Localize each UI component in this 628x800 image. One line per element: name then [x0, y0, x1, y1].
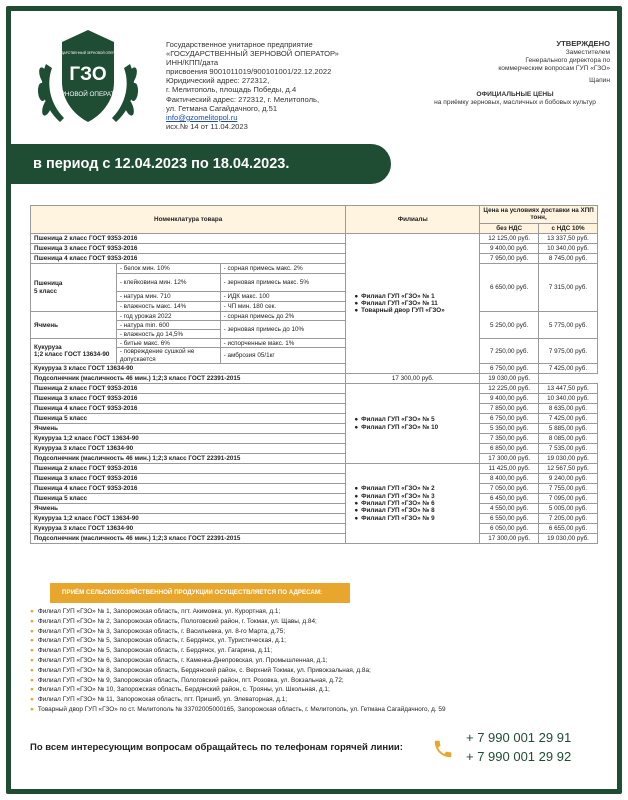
header-no-vat: без НДС	[480, 223, 539, 233]
approval-signer: Щапин	[589, 77, 610, 84]
letterhead	[20, 18, 610, 138]
table-row	[31, 444, 598, 454]
header-vat: с НДС 10%	[539, 223, 598, 233]
price-no-vat: 6 850,00 руб.	[480, 444, 539, 454]
price-vat: 9 240,00 руб.	[539, 474, 598, 484]
price-no-vat: 9 400,00 руб.	[480, 244, 539, 254]
approval-line: коммерческим вопросам ГУП «ГЗО»	[498, 65, 610, 72]
quality-param: - год урожая 2022	[116, 312, 220, 321]
header-filials: Филиалы	[346, 206, 480, 234]
table-row	[31, 374, 598, 384]
header-nomenclature: Номенклатура товара	[31, 206, 346, 234]
price-vat: 5 005,00 руб.	[539, 504, 598, 514]
table-row	[31, 534, 598, 544]
table-row	[31, 339, 598, 348]
table-row	[31, 254, 598, 264]
filial-item: ● Товарный двор ГУП «ГЗО»	[354, 307, 476, 314]
table-row	[31, 414, 598, 424]
price-vat: 13 447,50 руб.	[539, 384, 598, 394]
price-vat: 7 425,00 руб.	[539, 364, 598, 374]
price-vat: 6 655,00 руб.	[539, 524, 598, 534]
price-vat: 7 205,00 руб.	[539, 514, 598, 524]
table-row	[31, 424, 598, 434]
quality-param: - сорная примесь макс. 2%	[220, 264, 346, 274]
filial-item: ● Филиал ГУП «ГЗО» № 6	[354, 500, 476, 507]
product-name: Подсолнечник (масличность 46 мин.) 1;2;3 класс ГОСТ 22391-2015	[31, 454, 346, 464]
quality-param: - испорченные макс. 1%	[220, 339, 346, 348]
table-row	[31, 394, 598, 404]
logo-top-text: ГОСУДАРСТВЕННЫЙ ЗЕРНОВОЙ ОПЕРАТОР	[53, 51, 123, 55]
product-name: Ячмень	[31, 312, 117, 339]
quality-param: - клейковина мин. 12%	[116, 274, 220, 292]
price-vat: 7 425,00 руб.	[539, 414, 598, 424]
product-name: Пшеница 3 класс ГОСТ 9353-2016	[31, 474, 346, 484]
table-row	[31, 524, 598, 534]
price-no-vat: 12 125,00 руб.	[480, 234, 539, 244]
company-line: ИНН/КПП/дата	[166, 58, 219, 68]
price-vat: 8 085,00 руб.	[539, 434, 598, 444]
price-vat: 19 030,00 руб.	[539, 534, 598, 544]
price-table	[30, 205, 598, 544]
price-vat: 19 030,00 руб.	[480, 374, 539, 384]
address-item: ● Филиал ГУП «ГЗО» № 1, Запорожская область, пгт. Акимовка, ул. Курортная, д.1;	[30, 607, 598, 617]
phone-icon	[432, 738, 454, 760]
price-no-vat: 17 300,00 руб.	[480, 454, 539, 464]
price-vat: 8 635,00 руб.	[539, 404, 598, 414]
approval-title: УТВЕРЖДЕНО	[556, 39, 610, 48]
product-name: Пшеница 2 класс ГОСТ 9353-2016	[31, 384, 346, 394]
company-email-link[interactable]: info@gzomelitopol.ru	[166, 112, 238, 122]
company-line: Юридический адрес: 272312,	[166, 76, 270, 86]
company-line: «ГОСУДАРСТВЕННЫЙ ЗЕРНОВОЙ ОПЕРАТОР»	[166, 49, 339, 59]
price-no-vat: 4 550,00 руб.	[480, 504, 539, 514]
quality-param: - натура мин. 710	[116, 292, 220, 302]
logo-main-text: ГЗО	[69, 64, 107, 85]
product-name: Пшеница 3 класс ГОСТ 9353-2016	[31, 244, 346, 254]
table-row	[31, 312, 598, 321]
address-item: ● Филиал ГУП «ГЗО» № 8, Запорожская область, Бердянский район, с. Верхний Токмак, ул. Привокзальная, д.8а;	[30, 666, 598, 676]
table-row	[31, 484, 598, 494]
address-item: ● Товарный двор ГУП «ГЗО» по ст. Мелитополь № 33702005000165, Запорожская область, г. Мелитополь, ул. Гетмана Сагайдачного, д. 59	[30, 705, 598, 715]
product-name: Кукуруза 3 класс ГОСТ 13634-90	[31, 524, 346, 534]
product-name: Кукуруза 1;2 класс ГОСТ 13634-90	[31, 339, 117, 364]
phone-number[interactable]: + 7 990 001 29 91	[466, 730, 572, 745]
product-name: Ячмень	[31, 424, 346, 434]
approval-stamp	[420, 40, 610, 107]
price-vat: 19 030,00 руб.	[539, 454, 598, 464]
logo-bottom-text: ЗЕРНОВОЙ ОПЕРАТОР	[52, 91, 124, 98]
quality-param: - амброзия 05/1кг	[220, 348, 346, 364]
price-vat: 10 340,00 руб.	[539, 394, 598, 404]
address-item: ● Филиал ГУП «ГЗО» № 3, Запорожская область, г. Васильевка, ул. 8-го Марта, д.75;	[30, 627, 598, 637]
price-vat: 7 315,00 руб.	[539, 264, 598, 312]
price-no-vat: 5 250,00 руб.	[480, 312, 539, 339]
table-row	[31, 474, 598, 484]
company-line: г. Мелитополь, площадь Победы, д.4	[166, 85, 297, 95]
address-item: ● Филиал ГУП «ГЗО» № 5, Запорожская область, г. Бердянск, ул. Туристическая, д.1;	[30, 636, 598, 646]
quality-param: - зерновая примесь до 10%	[220, 321, 346, 339]
price-no-vat: 6 750,00 руб.	[480, 364, 539, 374]
quality-param: - сорная примесь до 2%	[220, 312, 346, 321]
official-prices-title: ОФИЦИАЛЬНЫЕ ЦЕНЫ	[476, 91, 554, 98]
product-name: Пшеница 3 класс ГОСТ 9353-2016	[31, 394, 346, 404]
price-vat: 10 340,00 руб.	[539, 244, 598, 254]
table-row	[31, 234, 598, 244]
official-prices-subtitle: на приёмку зерновых, масличных и бобовых культур	[434, 99, 596, 106]
quality-param: - зерновая примесь макс. 5%	[220, 274, 346, 292]
price-no-vat: 6 750,00 руб.	[480, 414, 539, 424]
table-row	[31, 454, 598, 464]
phone-number[interactable]: + 7 990 001 29 92	[466, 749, 572, 764]
quality-param: - белок мин. 10%	[116, 264, 220, 274]
product-name: Пшеница 5 класс	[31, 414, 346, 424]
approval-line: Генерального директора по	[525, 57, 610, 64]
table-row	[31, 494, 598, 504]
price-vat: 7 755,00 руб.	[539, 484, 598, 494]
product-name: Подсолнечник (масличность 46 мин.) 1;2;3 класс ГОСТ 22391-2015	[31, 374, 346, 384]
address-item: ● Филиал ГУП «ГЗО» № 9, Запорожская область, Пологовский район, пгт. Розовка, ул. Вокзальная, д.72;	[30, 676, 598, 686]
price-no-vat: 6 450,00 руб.	[480, 494, 539, 504]
address-list	[30, 607, 598, 715]
price-no-vat: 7 950,00 руб.	[480, 254, 539, 264]
filials-group-3	[346, 464, 480, 544]
price-no-vat: 9 400,00 руб.	[480, 394, 539, 404]
filial-item: ● Филиал ГУП «ГЗО» № 11	[354, 300, 476, 307]
price-vat: 12 567,50 руб.	[539, 464, 598, 474]
product-name: Подсолнечник (масличность 46 мин.) 1;2;3 класс ГОСТ 22391-2015	[31, 534, 346, 544]
quality-param: - битые макс. 6%	[116, 339, 220, 348]
price-no-vat: 17 300,00 руб.	[480, 534, 539, 544]
filial-item: ● Филиал ГУП «ГЗО» № 1	[354, 293, 476, 300]
product-name: Пшеница 5 класс	[31, 494, 346, 504]
price-vat: 7 975,00 руб.	[539, 339, 598, 364]
price-no-vat: 6 650,00 руб.	[480, 264, 539, 312]
address-item: ● Филиал ГУП «ГЗО» № 5, Запорожская область, г. Бердянск, ул. Гагарина, д.11;	[30, 646, 598, 656]
product-name: Кукуруза 1;2 класс ГОСТ 13634-90	[31, 514, 346, 524]
price-no-vat: 7 850,00 руб.	[480, 404, 539, 414]
quality-param: - ИДК макс. 100	[220, 292, 346, 302]
table-row	[31, 244, 598, 254]
table-row	[31, 514, 598, 524]
address-item: ● Филиал ГУП «ГЗО» № 2, Запорожская область, Пологовский район, г. Токмак, ул. Щавы, д.84;	[30, 617, 598, 627]
product-name: Пшеница 4 класс ГОСТ 9353-2016	[31, 484, 346, 494]
addresses-title: ПРИЁМ СЕЛЬСКОХОЗЯЙСТВЕННОЙ ПРОДУКЦИИ ОСУЩЕСТВЛЯЕТСЯ ПО АДРЕСАМ:	[50, 583, 350, 603]
gzo-logo	[32, 24, 144, 134]
product-name: Кукуруза 3 класс ГОСТ 13634-90	[31, 364, 346, 374]
address-item: ● Филиал ГУП «ГЗО» № 11, Запорожская область, пгт. Пришиб, ул. Элеваторная, д.1;	[30, 695, 598, 705]
filial-item: ● Филиал ГУП «ГЗО» № 8	[354, 507, 476, 514]
address-item: ● Филиал ГУП «ГЗО» № 6, Запорожская область, г. Каменка-Днепровская, ул. Промышленная, д.1;	[30, 656, 598, 666]
price-no-vat: 7 050,00 руб.	[480, 484, 539, 494]
price-no-vat: 17 300,00 руб.	[346, 374, 480, 384]
product-name: Пшеница 2 класс ГОСТ 9353-2016	[31, 234, 346, 244]
outgoing-ref: исх.№ 14 от 11.04.2023	[166, 121, 248, 131]
quality-param: - влажность до 14,5%	[116, 330, 220, 339]
period-banner: в период с 12.04.2023 по 18.04.2023.	[11, 144, 391, 184]
table-row	[31, 464, 598, 474]
company-details	[166, 40, 406, 131]
header-price: Цена на условиях доставки на ХПП тонн,	[480, 206, 598, 224]
hotline-phones	[466, 728, 571, 766]
price-no-vat: 5 350,00 руб.	[480, 424, 539, 434]
filials-group-2	[346, 384, 480, 464]
price-vat: 13 337,50 руб.	[539, 234, 598, 244]
approval-line: Заместителем	[565, 49, 610, 56]
price-no-vat: 7 350,00 руб.	[480, 434, 539, 444]
address-item: ● Филиал ГУП «ГЗО» № 10, Запорожская область, Бердянский район, с. Трояны, ул. Школьная, д.1;	[30, 685, 598, 695]
price-no-vat: 6 550,00 руб.	[480, 514, 539, 524]
table-row	[31, 504, 598, 514]
quality-param: - повреждение сушкой не допускается	[116, 348, 220, 364]
table-row	[31, 434, 598, 444]
price-vat: 5 775,00 руб.	[539, 312, 598, 339]
company-line: присвоения 9001011019/900101001/22.12.2022	[166, 67, 332, 77]
price-vat: 8 745,00 руб.	[539, 254, 598, 264]
filial-item: ● Филиал ГУП «ГЗО» № 10	[354, 424, 476, 431]
price-no-vat: 12 225,00 руб.	[480, 384, 539, 394]
quality-param: - влажность макс. 14%	[116, 302, 220, 312]
filial-item: ● Филиал ГУП «ГЗО» № 2	[354, 485, 476, 492]
company-line: Государственное унитарное предприятие	[166, 40, 313, 49]
company-line: ул. Гетмана Сагайдачного, д.51	[166, 103, 278, 113]
price-vat: 7 095,00 руб.	[539, 494, 598, 504]
price-vat: 5 885,00 руб.	[539, 424, 598, 434]
price-no-vat: 8 400,00 руб.	[480, 474, 539, 484]
quality-param: - ЧП мин. 180 сек.	[220, 302, 346, 312]
price-no-vat: 11 425,00 руб.	[480, 464, 539, 474]
price-vat: 7 535,00 руб.	[539, 444, 598, 454]
product-name: Кукуруза 3 класс ГОСТ 13634-90	[31, 444, 346, 454]
product-name: Пшеница 4 класс ГОСТ 9353-2016	[31, 254, 346, 264]
price-no-vat: 7 250,00 руб.	[480, 339, 539, 364]
company-line: Фактический адрес: 272312, г. Мелитополь,	[166, 94, 320, 104]
table-row	[31, 384, 598, 394]
product-name: Пшеница 5 класс	[31, 264, 117, 312]
addresses-section	[30, 583, 598, 713]
quality-param: - натура min. 600	[116, 321, 220, 330]
product-name: Кукуруза 1;2 класс ГОСТ 13634-90	[31, 434, 346, 444]
filial-item: ● Филиал ГУП «ГЗО» № 9	[354, 515, 476, 522]
filial-item: ● Филиал ГУП «ГЗО» № 3	[354, 493, 476, 500]
price-no-vat: 6 050,00 руб.	[480, 524, 539, 534]
product-name: Пшеница 2 класс ГОСТ 9353-2016	[31, 464, 346, 474]
product-name: Ячмень	[31, 504, 346, 514]
table-row	[31, 264, 598, 274]
filials-group-1	[346, 234, 480, 374]
table-row	[31, 404, 598, 414]
product-name: Пшеница 4 класс ГОСТ 9353-2016	[31, 404, 346, 414]
filial-item: ● Филиал ГУП «ГЗО» № 5	[354, 416, 476, 423]
hotline-footer	[30, 728, 598, 778]
table-row	[31, 364, 598, 374]
hotline-text: По всем интересующим вопросам обращайтесь по телефонам горячей линии:	[30, 742, 403, 753]
